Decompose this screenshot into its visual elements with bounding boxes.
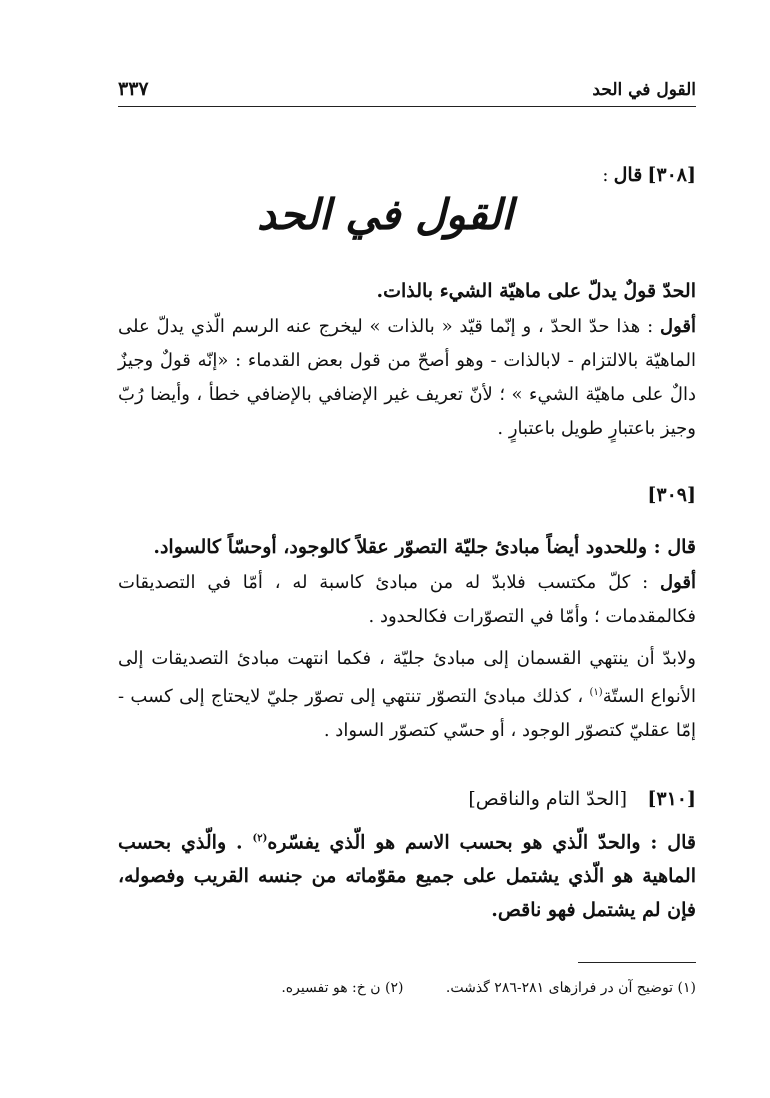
statement-text: : والحدّ الّذي هو بحسب الاسم هو الّذي يفسّره (267, 831, 658, 854)
section-308-label (118, 158, 696, 193)
footnote-divider (578, 962, 696, 963)
paragraph-number: [٣٠٨] (647, 164, 696, 186)
paragraph-number: [٣٠٩] (647, 484, 696, 506)
statement-310 (118, 822, 696, 927)
statement-text: . والّذي بحسب الماهية هو الّذي يشتمل على جميع مقوّماته من جنسه القريب وفصوله، فإن لم يشتمل فهو ناقص. (118, 831, 696, 922)
commentary-text: ، كذلك مبادئ التصوّر تنتهي إلى تصوّر جليّ لايحتاج إلى كسب - إمّا عقليّ كتصوّر الوجود ، أو حسّي كتصوّر السواد . (118, 686, 696, 741)
section-310-label (118, 782, 696, 816)
aqulu-keyword: أقول (660, 316, 696, 337)
footnote-marker[interactable]: (٢) (252, 833, 268, 844)
paragraph-number: [٣١٠] (647, 788, 696, 810)
page-header (118, 76, 696, 107)
qala-keyword: قال (667, 536, 696, 558)
commentary-text: ولابدّ أن ينتهي القسمان إلى مبادئ جليّة ، فكما انتهت مبادئ التصديقات إلى الأنواع الستّة (118, 648, 696, 707)
commentary-text: : كلّ مكتسب فلابدّ له من مبادئ كاسبة له ، أمّا في التصديقات فكالمقدمات ؛ وأمّا في التصوّرات فكالحدود . (118, 572, 696, 627)
running-title: القول في الحد (592, 80, 696, 100)
aqulu-keyword: أقول (660, 572, 696, 593)
section-heading: [الحدّ التام والناقص] (468, 788, 628, 810)
page-number: ٣٣٧ (118, 78, 149, 100)
footnote-1: (١) توضيح آن در فرازهاى ٢٨١-٢٨٦ گذشت. (445, 980, 696, 996)
colon: : (602, 165, 609, 186)
commentary-309a (118, 566, 696, 634)
chapter-title: القول في الحد (257, 190, 513, 239)
commentary-308 (118, 310, 696, 446)
section-309-label (118, 484, 696, 506)
qala-keyword: قال (613, 164, 643, 186)
footnote-marker[interactable]: (١) (589, 687, 603, 698)
commentary-text: : هذا حدّ الحدّ ، و إنّما قيّد « بالذات » ليخرج عنه الرسم الّذي يدلّ على الماهيّة بالالتزام - لابالذات - وهو أصحّ من قول بعض القدماء : «إنّه قولٌ وجيزٌ دالٌ على ماهيّة الشيء » ؛ لأنّ تعريف غير الإضافي بالإضافي خطأ ، وأيضا رُبّ وجيز باعتبارٍ طويل باعتبارٍ . (118, 316, 696, 439)
footnote-2: (٢) ن خ: هو تفسيره. (281, 980, 404, 996)
footnotes (118, 980, 696, 996)
commentary-309b (118, 642, 696, 748)
statement-309 (118, 530, 696, 564)
qala-keyword: قال (667, 831, 696, 854)
statement-text: : وللحدود أيضاً مبادئ جليّة التصوّر عقلاً كالوجود، أوحسّاً كالسواد. (153, 536, 661, 558)
definition-text: الحدّ قولٌ يدلّ على ماهيّة الشيء بالذات. (376, 280, 696, 302)
